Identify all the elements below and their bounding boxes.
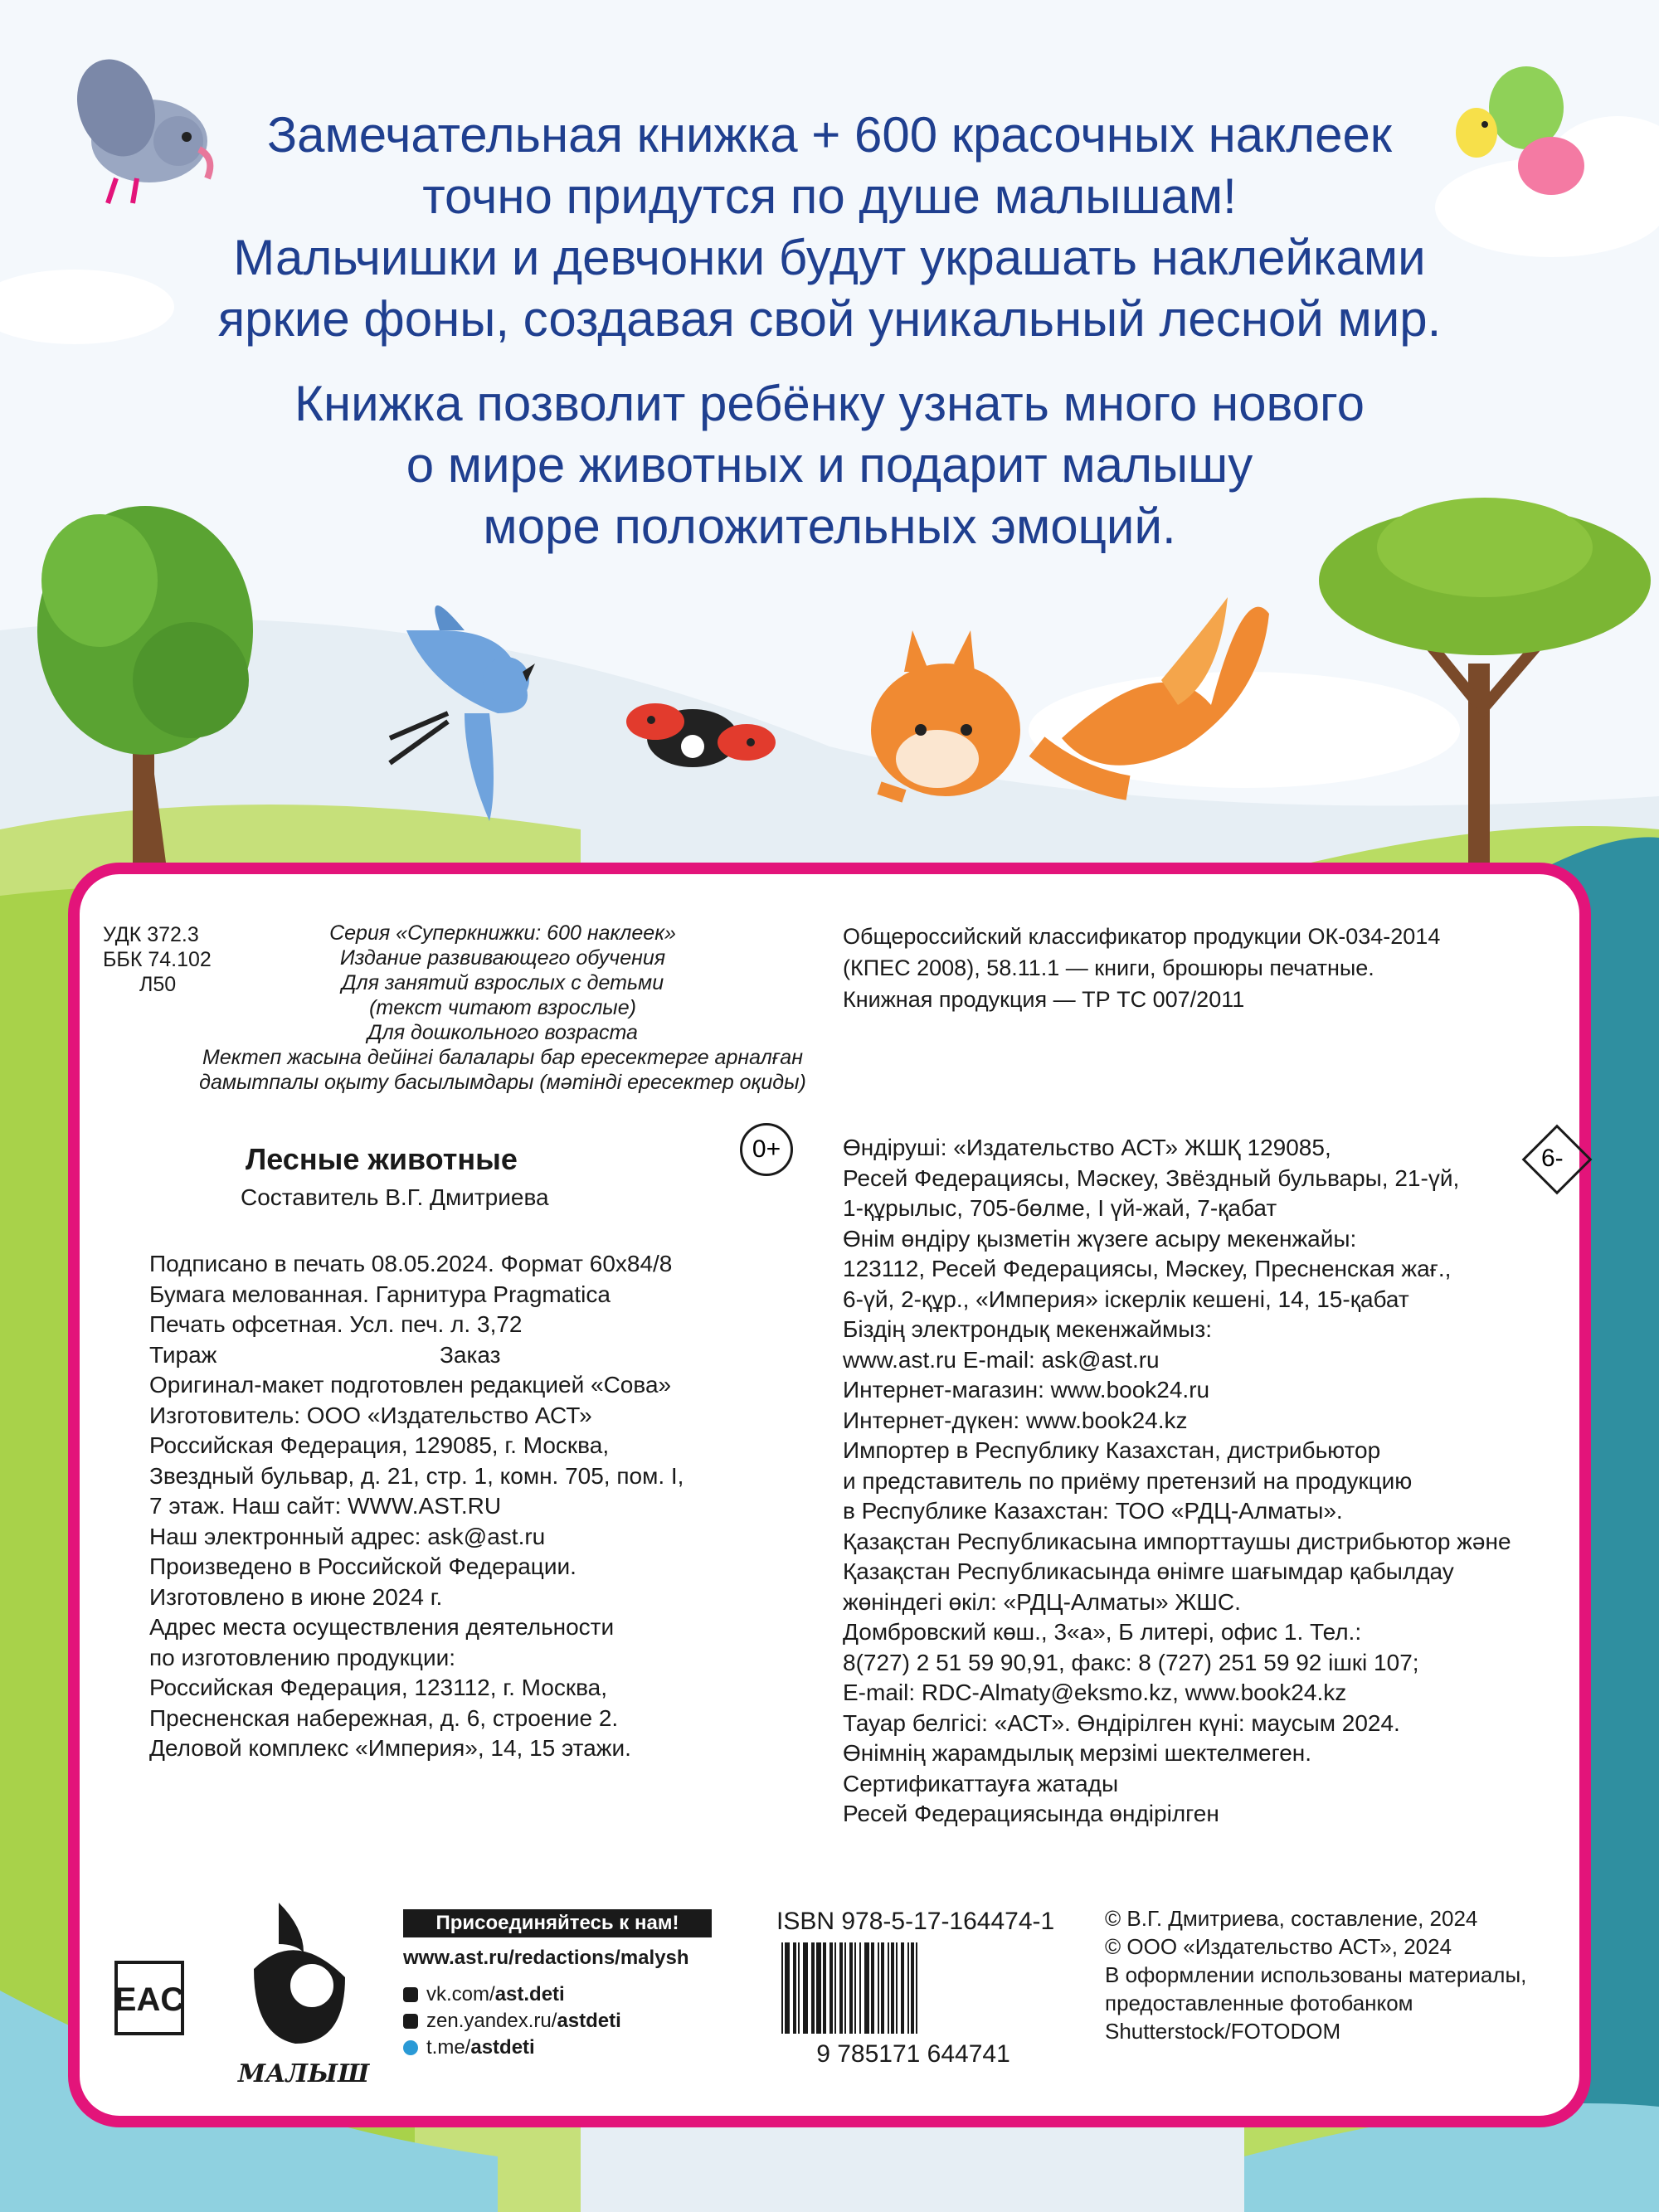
kz-line: 1-құрылыс, 705-бөлме, I үй-жай, 7-қабат bbox=[843, 1195, 1277, 1221]
kz-line: Қазақстан Республикасында өнімге шағымдар қабылдау bbox=[843, 1558, 1454, 1584]
kz-line: жөніндегі өкіл: «РДЦ-Алматы» ЖШС. bbox=[843, 1588, 1241, 1615]
kz-line: и представитель по приёму претензий на продукцию bbox=[843, 1467, 1413, 1494]
eac-mark bbox=[114, 1961, 184, 2035]
kz-line: 123112, Ресей Федерациясы, Мәскеу, Пресненская жағ., bbox=[843, 1256, 1452, 1281]
series-line: дамытпалы оқыту басылымдары (мәтінді ересектер оқиды) bbox=[199, 1071, 806, 1094]
series-line: Для занятий взрослых с детьми bbox=[341, 971, 664, 994]
barcode-bar bbox=[911, 1942, 914, 2034]
social-prefix: t.me/ bbox=[426, 2036, 471, 2059]
kz-line: 6-үй, 2-құр., «Империя» іскерлік кешені, 14, 15-қабат bbox=[843, 1286, 1409, 1312]
author-mark: Л50 bbox=[139, 973, 177, 996]
classifier-line: Книжная продукция — ТР ТС 007/2011 bbox=[843, 987, 1245, 1012]
imprint-line: Пресненская набережная, д. 6, строение 2. bbox=[149, 1704, 619, 1731]
imprint-line: Российская Федерация, 129085, г. Москва, bbox=[149, 1432, 610, 1458]
udk-code: УДК 372.3 bbox=[103, 923, 199, 946]
imprint-line: Изготовлено в июне 2024 г. bbox=[149, 1583, 443, 1610]
barcode-bar bbox=[849, 1942, 853, 2034]
barcode-bar bbox=[907, 1942, 909, 2034]
social-handle: astdeti bbox=[470, 2036, 535, 2059]
social-handle: astdeti bbox=[557, 2010, 621, 2032]
kz-line: 8(727) 2 51 59 90,91, факс: 8 (727) 251 59 92 ішкі 107; bbox=[843, 1649, 1419, 1675]
social-link-vk[interactable] bbox=[403, 1981, 565, 2009]
barcode-bar bbox=[823, 1942, 826, 2034]
copyright-line: В оформлении использованы материалы, bbox=[1105, 1962, 1527, 1987]
age-rating-badge: 0+ bbox=[740, 1123, 793, 1176]
kazakhstan-info-block bbox=[843, 1133, 1511, 1830]
imprint-line: Подписано в печать 08.05.2024. Формат 60x84/8 bbox=[149, 1251, 673, 1276]
social-handle: ast.deti bbox=[494, 1983, 565, 2005]
barcode-bar bbox=[803, 1942, 808, 2034]
tirage-order-line bbox=[149, 1340, 684, 1371]
imprint-line: Российская Федерация, 123112, г. Москва, bbox=[149, 1675, 608, 1700]
intro-line: море положительных эмоций. bbox=[483, 498, 1176, 554]
kz-line: Интернет-дүкен: www.book24.kz bbox=[843, 1407, 1188, 1433]
copyright-line: © ООО «Издательство АСТ», 2024 bbox=[1105, 1934, 1452, 1959]
barcode-bar bbox=[781, 1942, 783, 2034]
classifier-line: (КПЕС 2008), 58.11.1 — книги, брошюры печатные. bbox=[843, 955, 1374, 980]
kz-line: E-mail: RDC-Almaty@eksmo.kz, www.book24.kz bbox=[843, 1680, 1347, 1705]
kz-line: Интернет-магазин: www.book24.ru bbox=[843, 1377, 1210, 1403]
imprint-line: 7 этаж. Наш сайт: WWW.AST.RU bbox=[149, 1493, 502, 1519]
eac-label: EAC bbox=[114, 1981, 184, 2018]
imprint-line: Произведено в Российской Федерации. bbox=[149, 1553, 577, 1579]
barcode-bar bbox=[878, 1942, 879, 2034]
series-block bbox=[138, 921, 868, 1095]
barcode-bar bbox=[896, 1942, 898, 2034]
kz-line: Ресей Федерациясында өндірілген bbox=[843, 1801, 1219, 1826]
imprint-line: Звездный бульвар, д. 21, стр. 1, комн. 705, пом. I, bbox=[149, 1462, 684, 1489]
barcode-bar bbox=[859, 1942, 861, 2034]
zen-icon bbox=[403, 2014, 418, 2029]
compiler: Составитель В.Г. Дмитриева bbox=[241, 1184, 549, 1210]
barcode-digits: 9 785171 644741 bbox=[816, 2040, 1010, 2065]
copyright-line: предоставленные фотобанком bbox=[1105, 1991, 1413, 2015]
copyright-line: © В.Г. Дмитриева, составление, 2024 bbox=[1105, 1906, 1478, 1931]
kz-age-rating-label: 6- bbox=[1541, 1145, 1564, 1172]
barcode-bar bbox=[816, 1942, 821, 2034]
imprint-line: Деловой комплекс «Империя», 14, 15 этажи. bbox=[149, 1735, 631, 1761]
classifier-line: Общероссийский классификатор продукции ОК-034-2014 bbox=[843, 924, 1441, 949]
kz-line: Ресей Федерациясы, Мәскеу, Звёздный бульвары, 21-үй, bbox=[843, 1164, 1460, 1191]
join-us-bar: Присоединяйтесь к нам! bbox=[403, 1909, 712, 1937]
social-link-zen[interactable] bbox=[403, 2007, 621, 2035]
imprint-block bbox=[149, 1249, 684, 1764]
barcode-bar bbox=[871, 1942, 874, 2034]
barcode-bar bbox=[888, 1942, 889, 2034]
barcode-bar bbox=[891, 1942, 894, 2034]
publisher-logo bbox=[221, 1894, 387, 2093]
barcode-bar bbox=[830, 1942, 833, 2034]
barcode-bar bbox=[785, 1942, 790, 2034]
barcode-bar bbox=[839, 1942, 843, 2034]
publisher-logo-face bbox=[289, 1962, 335, 2009]
kz-line: www.ast.ru E-mail: ask@ast.ru bbox=[843, 1346, 1160, 1373]
barcode-bar bbox=[834, 1942, 836, 2034]
barcode-bar bbox=[854, 1942, 856, 2034]
kz-line: Тауар белгісі: «АСТ». Өндірілген күні: маусым 2024. bbox=[843, 1709, 1400, 1736]
social-link-telegram[interactable] bbox=[403, 2034, 535, 2062]
order-label: Заказ bbox=[440, 1341, 501, 1368]
barcode-bar bbox=[864, 1942, 869, 2034]
product-classifier bbox=[843, 921, 1440, 1015]
intro-paragraph-2 bbox=[0, 373, 1659, 557]
intro-line: точно придутся по душе малышам! bbox=[422, 168, 1237, 224]
intro-line: Мальчишки и девчонки будут украшать наклейками bbox=[233, 230, 1426, 285]
imprint-line: Оригинал-макет подготовлен редакцией «Сова» bbox=[149, 1372, 672, 1398]
kz-line: Қазақстан Республикасына импорттаушы дистрибьютор және bbox=[843, 1528, 1511, 1554]
tirage-label: Тираж bbox=[149, 1341, 217, 1368]
publisher-logo-hat bbox=[279, 1903, 304, 1952]
kz-line: Сертификаттауға жатады bbox=[843, 1770, 1119, 1796]
intro-line: Книжка позволит ребёнку узнать много нового bbox=[294, 376, 1365, 431]
site-link[interactable]: www.ast.ru/redactions/malysh bbox=[403, 1947, 689, 1969]
publisher-logo-label: МАЛЫШ bbox=[237, 2059, 370, 2088]
imprint-line: Адрес места осуществления деятельности bbox=[149, 1614, 615, 1640]
barcode-bar bbox=[811, 1942, 815, 2034]
bbk-code: ББК 74.102 bbox=[103, 948, 212, 971]
barcode-bar bbox=[798, 1942, 800, 2034]
series-line: Серия «Суперкнижки: 600 наклеек» bbox=[329, 921, 676, 945]
telegram-icon bbox=[403, 2040, 418, 2055]
kz-line: Домбровский көш., 3«а», Б литері, офис 1. Тел.: bbox=[843, 1619, 1362, 1645]
series-line: Для дошкольного возраста bbox=[367, 1021, 638, 1044]
copyright-block bbox=[1105, 1904, 1526, 2045]
imprint-line: Изготовитель: ООО «Издательство АСТ» bbox=[149, 1402, 592, 1428]
copyright-line: Shutterstock/FOTODOM bbox=[1105, 2019, 1341, 2044]
imprint-line: Бумага мелованная. Гарнитура Pragmatica bbox=[149, 1281, 611, 1307]
barcode-bar bbox=[901, 1942, 904, 2034]
series-line: Мектеп жасына дейінгі балалары бар ересектерге арналған bbox=[202, 1046, 803, 1069]
intro-line: яркие фоны, создавая свой уникальный лесной мир. bbox=[217, 291, 1442, 347]
imprint-line: Печать офсетная. Усл. печ. л. 3,72 bbox=[149, 1311, 523, 1337]
intro-line: Замечательная книжка + 600 красочных наклеек bbox=[266, 107, 1393, 163]
book-title: Лесные животные bbox=[246, 1142, 518, 1176]
kz-line: Өндіруші: «Издательство АСТ» ЖШҚ 129085, bbox=[843, 1135, 1331, 1160]
isbn: ISBN 978-5-17-164474-1 bbox=[776, 1908, 1055, 1935]
social-prefix: vk.com/ bbox=[426, 1983, 495, 2005]
kz-line: Біздің электрондық мекенжаймыз: bbox=[843, 1316, 1213, 1342]
barcode-bar bbox=[844, 1942, 846, 2034]
series-line: (текст читают взрослые) bbox=[369, 996, 636, 1019]
vk-icon bbox=[403, 1987, 418, 2002]
imprint-line: Наш электронный адрес: ask@ast.ru bbox=[149, 1523, 546, 1549]
imprint-line: по изготовлению продукции: bbox=[149, 1644, 456, 1670]
intro-line: о мире животных и подарит малышу bbox=[406, 437, 1253, 493]
kz-line: Өнім өндіру қызметін жүзеге асыру мекенжайы: bbox=[843, 1225, 1357, 1252]
social-prefix: zen.yandex.ru/ bbox=[426, 2010, 557, 2032]
kz-line: Импортер в Республику Казахстан, дистрибьютор bbox=[843, 1437, 1381, 1463]
barcode-bar bbox=[881, 1942, 884, 2034]
kz-line: в Республике Казахстан: ТОО «РДЦ-Алматы». bbox=[843, 1498, 1343, 1524]
kz-line: Өнімнің жарамдылық мерзімі шектелмеген. bbox=[843, 1740, 1312, 1766]
imprint-panel bbox=[68, 863, 1591, 2127]
barcode bbox=[776, 1941, 1050, 2065]
intro-paragraph-1 bbox=[0, 105, 1659, 350]
series-line: Издание развивающего обучения bbox=[339, 946, 666, 970]
barcode-bar bbox=[793, 1942, 796, 2034]
barcode-bar bbox=[916, 1942, 917, 2034]
